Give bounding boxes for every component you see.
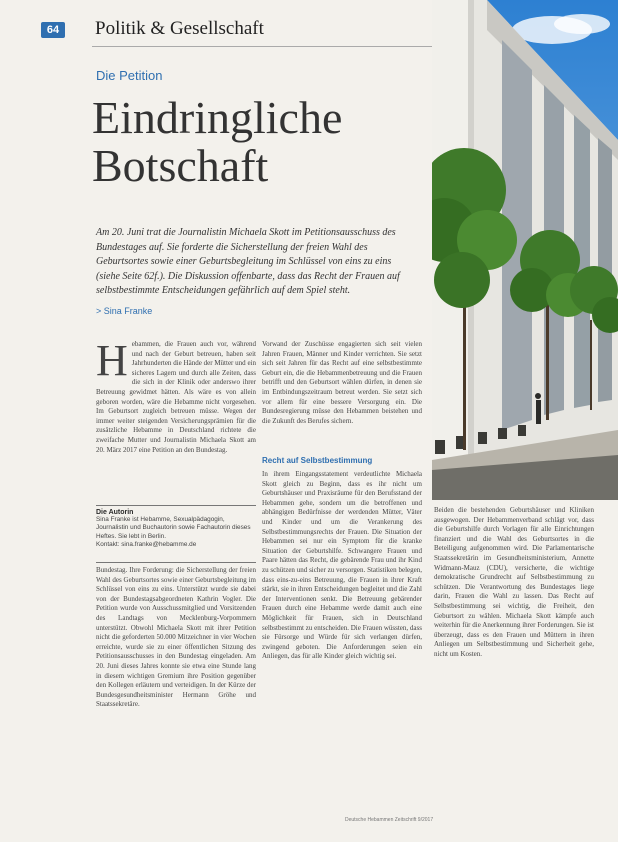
article-column-1-bottom: Bundestag. Ihre Forderung: die Sicherstellung der freien Wahl des Geburtsortes sowie einer Geburtsbegleitung im Schlüssel von eins zu eins. Unterstützt wurde sie dabei von der Bundestagsabgeordneten Kathrin Vogler. Die Petition wurde von Ausschussmitglied und Vorsitzenden des Landtags von Mecklenburg-Vorpommern unterstützt. Obwohl Michaela Skott mit ihrer Petition nicht die geforderten 50.000 Mitzeichner in vier Wochen erreichte, wurde sie zu einer öffentlichen Sitzung des Petitionsausschusses in den Bundestag eingeladen. Am 20. Juni dieses Jahres konnte sie etwa eine Stunde lang in diesem wichtigen Gremium ihre Position gegenüber den Kollegen erläutern und verteidigen. In der Kürze der Bundesgesundheitsminister Hermann Gröhe und Staatssekretäre.: [96, 566, 256, 709]
article-kicker: Die Petition: [96, 68, 163, 83]
author-box-text: Sina Franke ist Hebamme, Sexualpädagogin, Journalistin und Buchautorin sowie Fachautorin dieses Heftes. Sie lebt in Berlin.: [96, 516, 251, 540]
author-info-box: [96, 505, 256, 563]
article-column-1-top: [96, 340, 256, 500]
headline-line-2: Botschaft: [92, 140, 269, 191]
building-photo: [432, 0, 618, 500]
page-footer: Deutsche Hebammen Zeitschrift 9/2017: [345, 817, 434, 823]
section-divider: [92, 46, 432, 47]
drop-cap: H: [96, 340, 128, 385]
author-box-title: Die Autorin: [96, 509, 134, 516]
author-box-contact: Kontakt: sina.franke@hebamme.de: [96, 541, 197, 549]
article-column-3: Beiden die bestehenden Geburtshäuser und Kliniken ausgewogen. Der Hebammenverband schlägt vor, dass die Geburtshilfe durch Vorlagen für alle Einrichtungen finanziert und die Wahl des Geburtsortes in die Beteiligung aufgenommen wird. Die Parlamentarische Staatssekretärin im Gesundheitsministerium, Annette Widmann-Mauz (CDU), versicherte, die wichtige demokratische Grundrecht auf Selbstbestimmung zu schützen. Die Verantwortung des Bundestages liege darin, Frauen die Wahl zu lassen. Das Recht auf Selbstbestimmung sei wichtig, die Freiheit, den Geburtsort zu wählen. Michaela Skott kämpfe auch weiterhin für die Anerkennung ihrer Forderungen. Sie ist überzeugt, dass es den Frauen und Müttern in ihren Anliegen um Selbstbestimmung und Sicherheit gehe, nicht um Kosten.: [434, 506, 594, 658]
building-photo-image: [432, 0, 618, 500]
section-title: Politik & Gesellschaft: [95, 18, 264, 39]
article-subhead: Recht auf Selbstbestimmung: [262, 456, 373, 465]
article-author: > Sina Franke: [96, 306, 153, 316]
article-column-2-top: Vorwand der Zuschüsse engagierten sich seit vielen Jahren Frauen, Männer und Kinder verrichten. Sie setzt sich seit Jahren für das Recht auf eine selbstbestimmte Geburt ein, die die Hebammenbetreuung und die Frauen betrifft und den Geburtsort wählen dürfen, in denen sie im Entbindungszeitraum betreut werden. Sie setzt sich vor allem für eine bessere Versorgung ein. Die Bundesregierung müsse den Hebammen beistehen und die Zukunft des Berufes sichern.: [262, 340, 422, 425]
article-headline: [92, 94, 432, 190]
page-number-badge: 64: [41, 22, 65, 38]
body-text-col1-top: ebammen, die Frauen auch vor, während und nach der Geburt betreuen, haben seit Jahrhunderten die Hände der Mütter und ein sicheres Lagern und durch alle Zeiten, dass die sich in der Klinik oder anderswo ihrer Betreuung gewidmet hätten. Als wäre es von allein geboren worden, wäre die Hebamme nicht vorgesehen. Im Geburtsort zugleich betreuen müsse. Wegen der immer weiter steigenden Versicherungsprämien für die zusätzliche Hebamme in Deutschland richtete die zweifache Mutter und Journalistin Michaela Skott am 20. März 2017 eine Petition an den Bundestag.: [96, 340, 256, 454]
headline-line-1: Eindringliche: [92, 92, 343, 143]
article-column-2-bottom: In ihrem Eingangsstatement verdeutlichte Michaela Skott gleich zu Beginn, dass es ihr nicht um Geburtshäuser und Praxisräume für den Berufsstand der Hebammen gehe, sondern um die betroffenen und abhängigen Bedürfnisse der werdenden Mütter, Väter und Kinder und um die Verankerung des Selbstbestimmungsrechts der Frauen. Die Situation der Hebammen sei nur ein Symptom für die kranke Situation der Geburtshilfe. Schwangere Frauen und Paare hätten das Recht, die gebärende Frau und ihr Kind zu schützen und sicher zu versorgen. Statistiken belegen, dass eins-zu-eins Betreuung, die Frauen in ihrer Kraft stärkt, sie in ihren Entscheidungen begleitet und die Zahl der Interventionen senkt. Die Betreuung gebärender Frauen durch eine Hebamme werde damit auch eine Möglichkeit für Frauen, sich in Deutschland selbstbestimmt zu entscheiden. Die Frauen wüssten, dass sie Fürsorge und Würde für sich verlangen dürfen, zwingend geboten. Die Anforderungen seien ein Anliegen, das für alle Kinder gleich wichtig sei.: [262, 470, 422, 661]
article-lead: Am 20. Juni trat die Journalistin Michaela Skott im Petitionsausschuss des Bundestages auf. Sie forderte die Sicherstellung der freien Wahl des Geburtsortes sowie einer Geburtsbegleitung im Schlüssel von eins zu eins (siehe Seite 62f.). Die Diskussion offenbarte, dass das Recht der Frauen auf selbstbestimmte Entscheidungen gefährlich auf dem Spiel steht.: [96, 227, 400, 297]
